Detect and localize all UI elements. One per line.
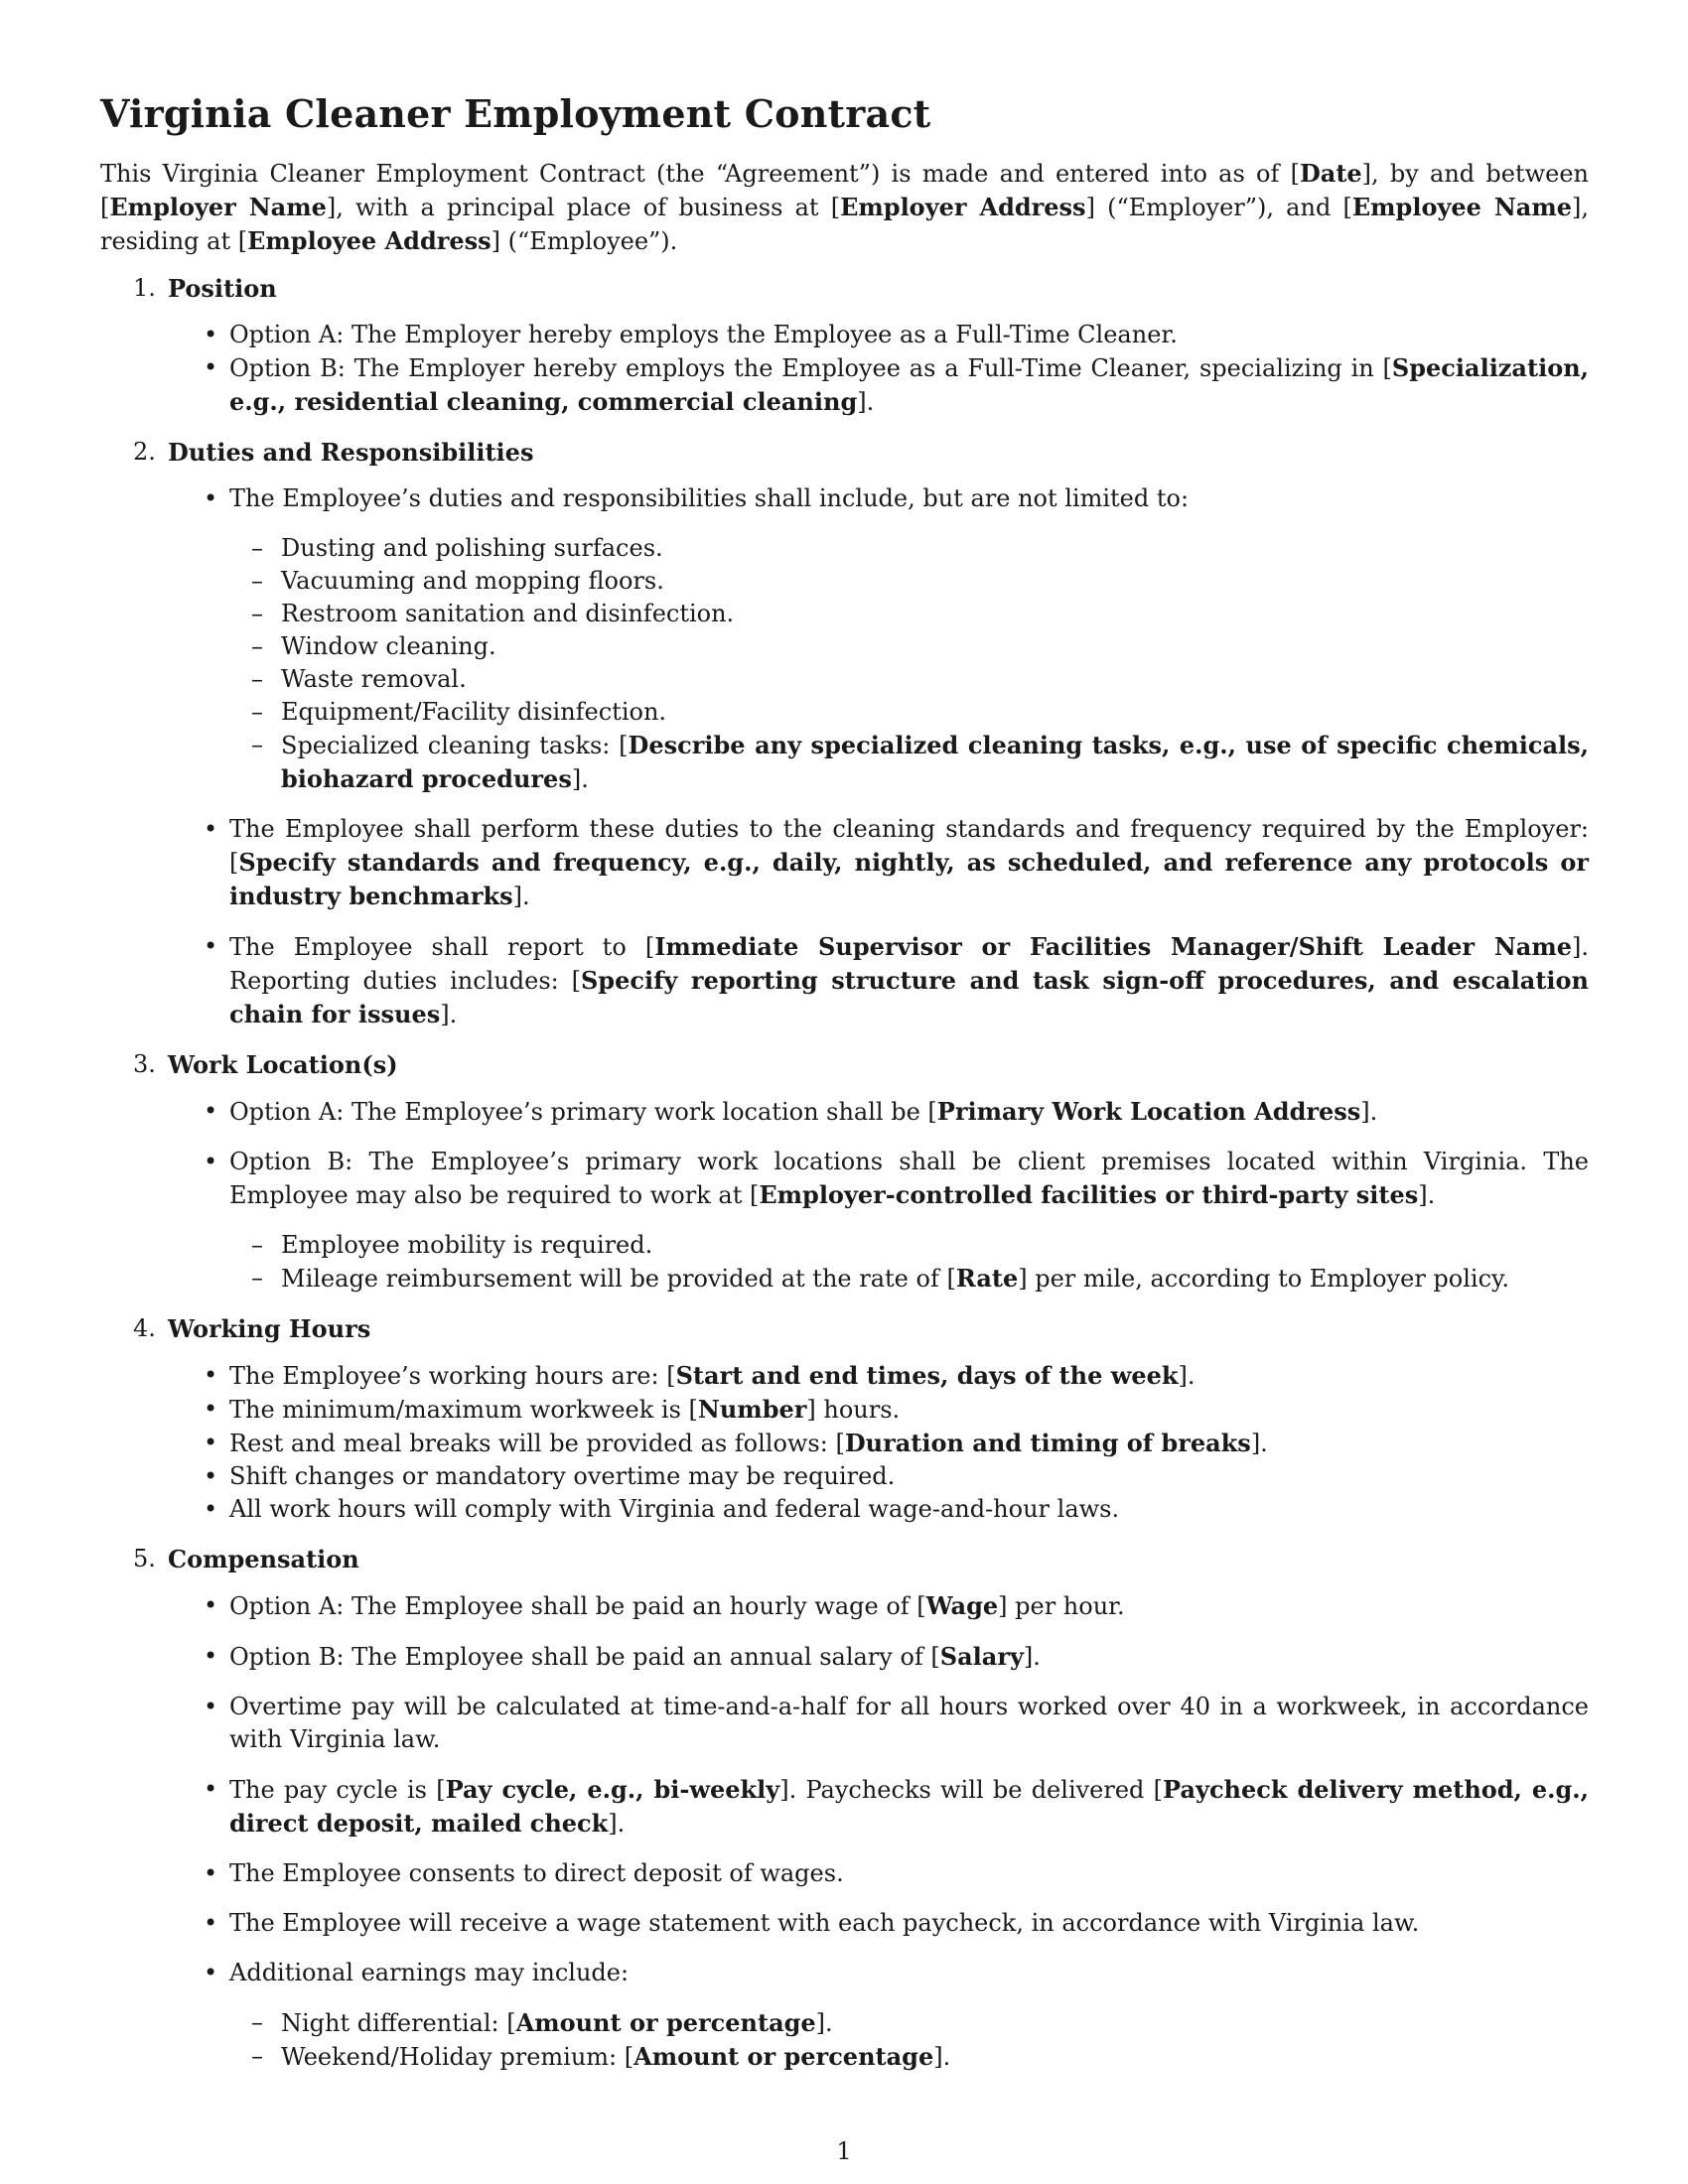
duty-item: – Equipment/Facility disinfection.: [229, 696, 1589, 729]
list-item: • All work hours will comply with Virginia and federal wage-and-hour laws.: [100, 1493, 1589, 1526]
section-heading: Working Hours: [168, 1314, 371, 1343]
section-heading: Duties and Responsibilities: [168, 438, 534, 467]
sub-item: – Weekend/Holiday premium: [Amount or percentage].: [229, 2040, 1589, 2074]
list-item: • Option A: The Employee shall be paid an hourly wage of [Wage] per hour.: [100, 1589, 1589, 1623]
document-title: Virginia Cleaner Employment Contract: [100, 91, 931, 136]
list-item: • The minimum/maximum workweek is [Number] hours.: [100, 1393, 1589, 1427]
list-item: • The Employee shall report to [Immediate Supervisor or Facilities Manager/Shift Leader Name]. Reporting duties includes: [Specify reporting structure and task sign-off procedures, and escalation chain for issues].: [100, 930, 1589, 1031]
section-heading: Work Location(s): [168, 1050, 398, 1079]
date-placeholder: Date: [1299, 159, 1362, 188]
page-number: 1: [836, 2137, 852, 2165]
list-item: • The Employee consents to direct deposit of wages.: [100, 1857, 1589, 1890]
section-duties: 2. Duties and Responsibilities • The Employee’s duties and responsibilities shall include, but are not limited to: – Dusting and polishing surfaces. – Vacuuming and mopping floors. – Restroom sanitation and disinfection. – Window cleaning. – Waste removal. – Equipment/Facility disinfection. – Specialized cleaning tasks: [Describe any specialized cleaning tasks, e.g., use of specific chemicals, biohazard procedures]. • The Employee shall perform these duties to the cleaning standards and frequency required by the Employer: [Specify standards and frequency, e.g., daily, nightly, as scheduled, and reference any protocols or industry benchmarks]. • The Employee shall report to [Immediate Supervisor or Facilities Manager/Shift Leader Name]. Reporting duties includes: [Specify reporting structure and task sign-off procedures, and escalation chain for issues].: [100, 436, 1589, 1031]
sections-list: [100, 272, 1589, 2074]
list-item: • Overtime pay will be calculated at time-and-a-half for all hours worked over 40 in a workweek, in accordance with Virginia law.: [100, 1691, 1589, 1756]
duty-item: – Waste removal.: [229, 663, 1589, 696]
employer-address-placeholder: Employer Address: [840, 193, 1086, 221]
intro-paragraph: This Virginia Cleaner Employment Contract (the “Agreement”) is made and entered into as of [Date], by and between [Employer Name], with a principal place of business at [Employer Address] (“Employer”), and [Employee Name], residing at [Employee Address] (“Employee”).: [100, 159, 1590, 255]
sub-item: – Employee mobility is required.: [229, 1229, 1589, 1262]
list-item: • The pay cycle is [Pay cycle, e.g., bi-weekly]. Paychecks will be delivered [Paycheck delivery method, e.g., direct deposit, mailed check].: [100, 1773, 1589, 1841]
section-position: 1. Position • Option A: The Employer hereby employs the Employee as a Full-Time Cleaner. • Option B: The Employer hereby employs the Employee as a Full-Time Cleaner, specializing in [Specialization, e.g., residential cleaning, commercial cleaning].: [100, 272, 1589, 419]
list-item: • Option A: The Employer hereby employs the Employee as a Full-Time Cleaner.: [100, 319, 1589, 351]
list-item: • The Employee’s duties and responsibilities shall include, but are not limited to: – Dusting and polishing surfaces. – Vacuuming and mopping floors. – Restroom sanitation and disinfection. – Window cleaning. – Waste removal. – Equipment/Facility disinfection. – Specialized cleaning tasks: [Describe any specialized cleaning tasks, e.g., use of specific chemicals, biohazard procedures].: [100, 482, 1589, 796]
employee-address-placeholder: Employee Address: [247, 226, 492, 255]
duty-item: – Vacuuming and mopping floors.: [229, 565, 1589, 598]
duty-item: – Specialized cleaning tasks: [Describe any specialized cleaning tasks, e.g., use of specific chemicals, biohazard procedures].: [229, 729, 1589, 796]
section-work-location: 3. Work Location(s) • Option A: The Employee’s primary work location shall be [Primary Work Location Address]. • Option B: The Employee’s primary work locations shall be client premises located within Virginia. The Employee may also be required to work at [Employer-controlled facilities or third-party sites]. – Employee mobility is required. – Mileage reimbursement will be provided at the rate of [Rate] per mile, according to Employer policy.: [100, 1048, 1589, 1296]
section-heading: Position: [168, 274, 277, 303]
list-item: • Option A: The Employee’s primary work location shall be [Primary Work Location Address].: [100, 1095, 1589, 1129]
sub-item: – Night differential: [Amount or percentage].: [229, 2006, 1589, 2040]
duty-item: – Dusting and polishing surfaces.: [229, 532, 1589, 565]
section-compensation: 5. Compensation • Option A: The Employee shall be paid an hourly wage of [Wage] per hour. • Option B: The Employee shall be paid an annual salary of [Salary]. • Overtime pay will be calculated at time-and-a-half for all hours worked over 40 in a workweek, in accordance with Virginia law. • The pay cycle is [Pay cycle, e.g., bi-weekly]. Paychecks will be delivered [Paycheck delivery method, e.g., direct deposit, mailed check]. • The Employee consents to direct deposit of wages. • The Employee will receive a wage statement with each paycheck, in accordance with Virginia law. • Additional earnings may include: – Night differential: [Amount or percentage]. – Weekend/Holiday premium: [Amount or percentage].: [100, 1543, 1589, 2074]
document-page: [100, 85, 1589, 2091]
list-item: • Shift changes or mandatory overtime may be required.: [100, 1460, 1589, 1493]
section-working-hours: 4. Working Hours • The Employee’s working hours are: [Start and end times, days of the week]. • The minimum/maximum workweek is [Number] hours. • Rest and meal breaks will be provided as follows: [Duration and timing of breaks]. • Shift changes or mandatory overtime may be required. • All work hours will comply with Virginia and federal wage-and-hour laws.: [100, 1312, 1589, 1526]
duty-item: – Window cleaning.: [229, 630, 1589, 663]
list-item: • Additional earnings may include: – Night differential: [Amount or percentage]. – Weekend/Holiday premium: [Amount or percentage].: [100, 1957, 1589, 2074]
list-item: • Option B: The Employee’s primary work locations shall be client premises located within Virginia. The Employee may also be required to work at [Employer-controlled facilities or third-party sites]. – Employee mobility is required. – Mileage reimbursement will be provided at the rate of [Rate] per mile, according to Employer policy.: [100, 1146, 1589, 1296]
list-item: • Option B: The Employee shall be paid an annual salary of [Salary].: [100, 1640, 1589, 1674]
employer-name-placeholder: Employer Name: [109, 193, 327, 221]
list-item: • The Employee will receive a wage statement with each paycheck, in accordance with Virginia law.: [100, 1907, 1589, 1940]
sub-item: – Mileage reimbursement will be provided at the rate of [Rate] per mile, according to Employer policy.: [229, 1262, 1589, 1296]
list-item: • Option B: The Employer hereby employs the Employee as a Full-Time Cleaner, specializing in [Specialization, e.g., residential cleaning, commercial cleaning].: [100, 351, 1589, 419]
section-heading: Compensation: [168, 1545, 359, 1573]
duties-list: [229, 532, 1589, 796]
list-item: • The Employee’s working hours are: [Start and end times, days of the week].: [100, 1359, 1589, 1393]
employee-name-placeholder: Employee Name: [1351, 193, 1572, 221]
list-item: • Rest and meal breaks will be provided as follows: [Duration and timing of breaks].: [100, 1427, 1589, 1460]
list-item: • The Employee shall perform these duties to the cleaning standards and frequency required by the Employer: [Specify standards and frequency, e.g., daily, nightly, as scheduled, and reference any protocols or industry benchmarks].: [100, 813, 1589, 913]
duty-item: – Restroom sanitation and disinfection.: [229, 598, 1589, 630]
